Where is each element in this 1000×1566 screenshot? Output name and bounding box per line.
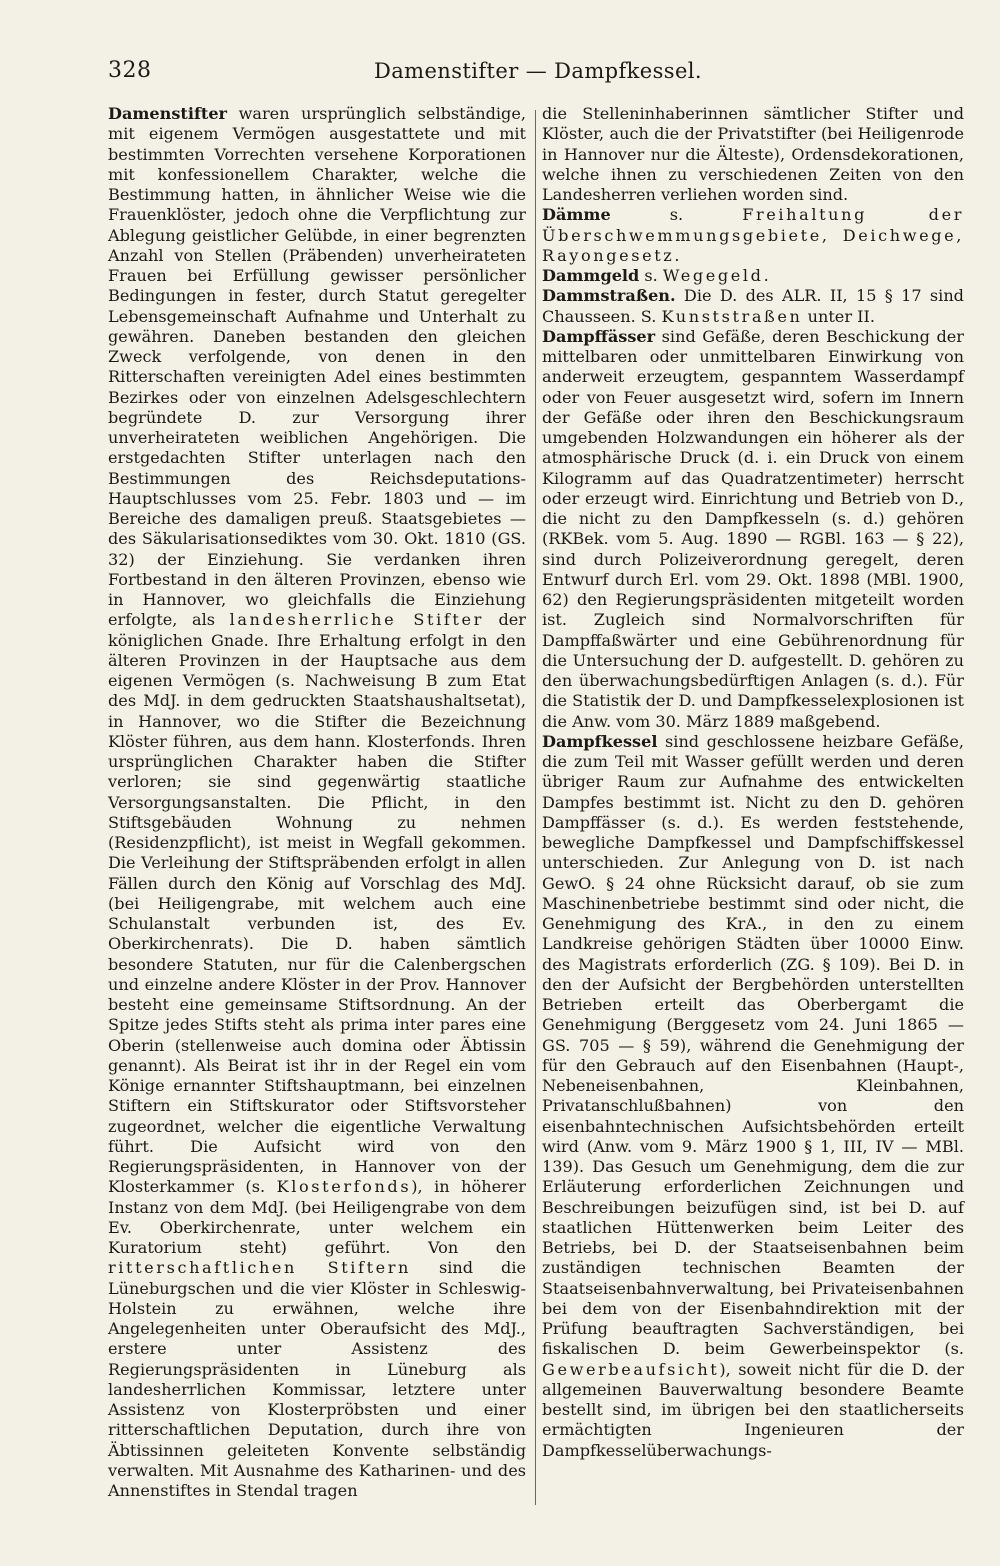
entry-headword: Damenstifter (108, 104, 228, 123)
entry-text: ), soweit nicht für die D. der allgemeinen Bauverwaltung besondere Beamte bestellt sind, im übrigen bei den staatlicherseits ermächtigten Ingenieuren der Dampfkesselüberwachungs- (542, 1359, 964, 1460)
column-divider (535, 110, 536, 1505)
entry-text: der königlichen Gnade. Ihre Erhaltung erfolgt in den älteren Provinzen in der Hauptsache aus dem eigenen Vermögen (s. Nachweisung B zum Etat des MdJ. in dem gedruckten Staatshaushaltsetat), in Hannover, wo die Stifter die Bezeichnung Klöster führen, aus dem hann. Klosterfonds. Ihren ursprünglichen Charakter haben die Stifter verloren; sie sind gegenwärtig staatliche Versorgungsanstalten. Die Pflicht, in den Stiftsgebäuden Wohnung zu nehmen (Residenzpflicht), ist meist in Wegfall gekommen. Die Verleihung der Stiftspräbenden erfolgt in allen Fällen durch den König auf Vorschlag des MdJ. (bei Heiligengrabe, mit welchem auch eine Schulanstalt verbunden ist, des Ev. Oberkirchenrats). Die D. haben sämtlich besondere Statuten, nur für die Calenbergschen und einzelne andere Klöster in der Prov. Hannover besteht eine gemeinsame Stiftsordnung. An der Spitze jedes Stifts steht als prima inter pares eine Oberin (stellenweise auch domina oder Äbtissin genannt). Als Beirat ist ihr in der Regel ein vom Könige ernannter Stiftshauptmann, bei einzelnen Stiftern ein Stiftskurator oder Stiftsvorsteher zugeordnet, welcher die eigentliche Verwaltung führt. Die Aufsicht wird von den Regierungspräsidenten, in Hannover von der Klosterkammer (s. (108, 610, 526, 1197)
cross-reference: Gewerbeaufsicht (542, 1359, 720, 1379)
dictionary-entry (542, 266, 964, 286)
entry-text: waren ursprünglich selbständige, mit eigenem Vermögen ausgestattete und mit bestimmten Vorrechten versehene Korporationen mit konfessionellem Charakter, welche die Bestimmung hatten, in ähnlicher Weise wie die Frauenklöster, jedoch ohne die Verpflichtung zur Ablegung geistlicher Gelübde, in einer begrenzten Anzahl von Stellen (Präbenden) unverheirateten Frauen bei Erfüllung gewisser persönlicher Bedingungen in fester, durch Statut geregelter Lebensgemeinschaft Aufnahme und Unterhalt zu gewähren. Daneben bestanden den gleichen Zweck verfolgende, von denen in den Ritterschaften vereinigten Adel eines bestimmten Bezirkes oder von einzelnen Adelsgeschlechtern begründete D. zur Versorgung ihrer unverheirateten weiblichen Angehörigen. Die erstgedachten Stifter unterlagen nach den Bestimmungen des Reichsdeputations-Hauptschlusses vom 25. Febr. 1803 und — im Bereiche des damaligen preuß. Staatsgebietes — des Säkularisationsediktes vom 30. Okt. 1810 (GS. 32) der Einziehung. Sie verdanken ihren Fortbestand in den älteren Provinzen, ebenso wie in Hannover, wo gleichfalls die Einziehung erfolgte, als (108, 104, 526, 630)
dictionary-entry (542, 732, 964, 1461)
entry-text: sind Gefäße, deren Beschickung der mittelbaren oder unmittelbaren Einwirkung von anderweit erzeugtem, gespanntem Wasserdampf oder von Feuer ausgesetzt wird, sofern im Innern der Gefäße oder ihren den Beschickungsraum umgebenden Holzwandungen ein höherer als der atmosphärische Druck (d. i. ein Druck von einem Kilogramm auf das Quadratzentimeter) herrscht oder erzeugt wird. Einrichtung und Betrieb von D., die nicht zu den Dampfkesseln (s. d.) gehören (RKBek. vom 5. Aug. 1890 — RGBl. 163 — § 22), sind durch Polizeiverordnung geregelt, deren Entwurf durch Erl. vom 29. Okt. 1898 (MBl. 1900, 62) den Regierungspräsidenten mitgeteilt worden ist. Zugleich sind Normalvorschriften für Dampffaßwärter und eine Gebührenordnung für die Untersuchung der D. aufgestellt. D. gehören zu den überwachungsbedürftigen Anlagen (s. d.). Für die Statistik der D. und Dampfkesselexplosionen ist die Anw. vom 30. März 1889 maßgebend. (542, 326, 964, 731)
entry-text: unter II. (802, 306, 875, 326)
entry-headword: Dammgeld (542, 266, 640, 285)
entry-text: ), in höherer Instanz von dem MdJ. (bei Heiligengrabe von dem Ev. Oberkirchenrate, unter welchem ein Kuratorium steht) geführt. Von den (108, 1177, 527, 1257)
cross-reference: Klosterfonds (276, 1177, 412, 1197)
entry-text: sind geschlossene heizbare Gefäße, die zum Teil mit Wasser gefüllt werden und deren übriger Raum zur Aufnahme des entwickelten Dampfes bestimmt ist. Nicht zu den D. gehören Dampffässer (s. d.). Es werden feststehende, bewegliche Dampfkessel und Dampfschiffskessel unterschieden. Zur Anlegung von D. ist nach GewO. § 24 ohne Rücksicht darauf, ob sie zum Maschinenbetriebe bestimmt sind oder nicht, die Genehmigung des KrA., in den zu einem Landkreise gehörigen Städten über 10000 Einw. des Magistrats erforderlich (ZG. § 109). Bei D. in den der Aufsicht der Bergbehörden unterstellten Betrieben erteilt das Oberbergamt die Genehmigung (Berggesetz vom 24. Juni 1865 — GS. 705 — § 59), während die Genehmigung der für den Gebrauch auf den Eisenbahnen (Haupt-, Nebeneisenbahnen, Kleinbahnen, Privatanschlußbahnen) von den eisenbahntechnischen Aufsichtsbehörden erteilt wird (Anw. vom 9. März 1900 § 1, III, IV — MBl. 139). Das Gesuch um Genehmigung, dem die zur Erläuterung erforderlichen Zeichnungen und Beschreibungen beizufügen sind, ist bei D. auf staatlichen Hüttenwerken beim Leiter des Betriebs, bei D. der Staatseisenbahnen beim zuständigen technischen Beamten der Staatseisenbahnverwaltung, bei Privateisenbahnen bei dem von der Eisenbahndirektion mit der Prüfung beauftragten Sachverständigen, bei fiskalischen D. beim Gewerbeinspektor (s. (542, 731, 964, 1359)
entry-text: sind die Lüneburgschen und die vier Klöster in Schleswig-Holstein zu erwähnen, welche ihre Angelegenheiten unter Oberaufsicht des MdJ., erstere unter Assistenz des Regierungspräsidenten in Lüneburg als landesherrlichen Kommissar, letztere unter Assistenz von Klosterpröbsten und einer ritterschaftlichen Deputation, durch ihre von Äbtissinnen geleiteten Konvente selbständig verwalten. Mit Ausnahme des Katharinen- und des Annenstiftes in Stendal tragen (108, 1258, 526, 1500)
entry-headword: Dämme (542, 205, 611, 225)
dictionary-entry (542, 205, 964, 266)
page-header (108, 58, 968, 92)
dictionary-entry (542, 286, 964, 327)
entry-text: s. (610, 205, 743, 225)
entry-headword: Dammstraßen. (542, 286, 676, 306)
entry-text: die Stelleninhaberinnen sämtlicher Stifter und Klöster, auch die der Privatstifter (bei Heiligenrode in Hannover nur die Älteste), Ordensdekorationen, welche ihnen zu verschiedenen Zeiten von den Landesherren verliehen worden sind. (542, 104, 964, 204)
entry-text: s. (639, 266, 663, 285)
dictionary-entry (542, 327, 964, 732)
page-number: 328 (108, 58, 152, 83)
right-column (542, 104, 964, 1461)
cross-reference: Freihaltung der Überschwemmungsgebiete, Deichwege, Rayongesetz (542, 205, 964, 265)
dictionary-entry (542, 104, 964, 205)
cross-reference: ritterschaftlichen Stiftern (108, 1258, 412, 1278)
cross-reference: Kunststraßen (661, 306, 803, 326)
entry-headword: Dampfkessel (542, 731, 658, 751)
cross-reference: landesherrliche Stifter (229, 610, 484, 630)
dictionary-entry (108, 104, 526, 1501)
entry-text: . (763, 266, 769, 285)
entry-text: Die D. des ALR. II, 15 § 17 sind Chausseen. S. (542, 286, 964, 326)
left-column (108, 104, 526, 1501)
cross-reference: Wegegeld (662, 266, 764, 285)
running-head: Damenstifter — Dampfkessel. (374, 59, 702, 83)
entry-headword: Dampffässer (542, 326, 656, 346)
entry-text: . (674, 245, 680, 265)
